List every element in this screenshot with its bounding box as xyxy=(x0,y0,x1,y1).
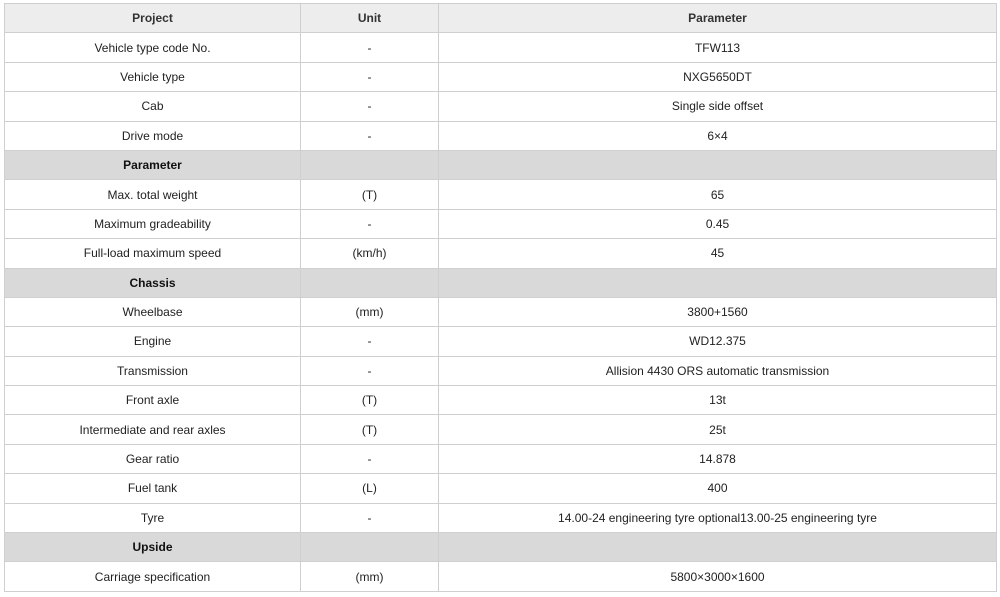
section-project: Chassis xyxy=(5,268,301,297)
cell-parameter: 13t xyxy=(439,386,997,415)
cell-parameter: Single side offset xyxy=(439,92,997,121)
table-row xyxy=(5,209,997,238)
cell-project: Drive mode xyxy=(5,121,301,150)
cell-parameter: 45 xyxy=(439,239,997,268)
table-row xyxy=(5,239,997,268)
section-project: Upside xyxy=(5,533,301,562)
table-row xyxy=(5,356,997,385)
cell-project: Engine xyxy=(5,327,301,356)
cell-project: Intermediate and rear axles xyxy=(5,415,301,444)
header-row xyxy=(5,4,997,33)
table-row xyxy=(5,444,997,473)
cell-unit: - xyxy=(301,209,439,238)
cell-unit: - xyxy=(301,444,439,473)
cell-project: Tyre xyxy=(5,503,301,532)
cell-parameter: 400 xyxy=(439,474,997,503)
cell-parameter: 14.878 xyxy=(439,444,997,473)
cell-unit: (T) xyxy=(301,415,439,444)
cell-parameter: 65 xyxy=(439,180,997,209)
table-row xyxy=(5,415,997,444)
table-row xyxy=(5,297,997,326)
header-parameter: Parameter xyxy=(439,4,997,33)
cell-unit: - xyxy=(301,121,439,150)
cell-parameter: 25t xyxy=(439,415,997,444)
table-row xyxy=(5,474,997,503)
section-row xyxy=(5,150,997,179)
cell-unit: (T) xyxy=(301,180,439,209)
cell-project: Gear ratio xyxy=(5,444,301,473)
section-project: Parameter xyxy=(5,150,301,179)
cell-unit: - xyxy=(301,327,439,356)
cell-project: Max. total weight xyxy=(5,180,301,209)
cell-unit: - xyxy=(301,356,439,385)
table-row xyxy=(5,33,997,62)
cell-unit: - xyxy=(301,33,439,62)
cell-parameter: 14.00-24 engineering tyre optional13.00-25 engineering tyre xyxy=(439,503,997,532)
table-body xyxy=(5,33,997,591)
cell-parameter: 5800×3000×1600 xyxy=(439,562,997,591)
cell-parameter: 0.45 xyxy=(439,209,997,238)
cell-project: Transmission xyxy=(5,356,301,385)
cell-parameter: NXG5650DT xyxy=(439,62,997,91)
cell-parameter: Allision 4430 ORS automatic transmission xyxy=(439,356,997,385)
cell-unit: - xyxy=(301,503,439,532)
section-row xyxy=(5,268,997,297)
header-unit: Unit xyxy=(301,4,439,33)
cell-unit: (mm) xyxy=(301,297,439,326)
cell-parameter: 6×4 xyxy=(439,121,997,150)
spec-table xyxy=(4,3,997,592)
cell-unit: (mm) xyxy=(301,562,439,591)
cell-project: Vehicle type code No. xyxy=(5,33,301,62)
cell-project: Cab xyxy=(5,92,301,121)
cell-parameter: TFW113 xyxy=(439,33,997,62)
cell-parameter: WD12.375 xyxy=(439,327,997,356)
table-row xyxy=(5,562,997,591)
table-row xyxy=(5,503,997,532)
cell-unit: - xyxy=(301,92,439,121)
cell-project: Vehicle type xyxy=(5,62,301,91)
cell-project: Fuel tank xyxy=(5,474,301,503)
table-row xyxy=(5,180,997,209)
cell-project: Full-load maximum speed xyxy=(5,239,301,268)
section-unit xyxy=(301,533,439,562)
cell-unit: (km/h) xyxy=(301,239,439,268)
section-parameter xyxy=(439,533,997,562)
table-row xyxy=(5,121,997,150)
cell-unit: (T) xyxy=(301,386,439,415)
table-row xyxy=(5,327,997,356)
cell-unit: - xyxy=(301,62,439,91)
section-unit xyxy=(301,150,439,179)
cell-project: Maximum gradeability xyxy=(5,209,301,238)
table-row xyxy=(5,92,997,121)
cell-unit: (L) xyxy=(301,474,439,503)
cell-project: Front axle xyxy=(5,386,301,415)
header-project: Project xyxy=(5,4,301,33)
section-parameter xyxy=(439,150,997,179)
table-row xyxy=(5,386,997,415)
section-row xyxy=(5,533,997,562)
table-header xyxy=(5,4,997,33)
cell-project: Carriage specification xyxy=(5,562,301,591)
section-unit xyxy=(301,268,439,297)
cell-project: Wheelbase xyxy=(5,297,301,326)
table-row xyxy=(5,62,997,91)
section-parameter xyxy=(439,268,997,297)
cell-parameter: 3800+1560 xyxy=(439,297,997,326)
